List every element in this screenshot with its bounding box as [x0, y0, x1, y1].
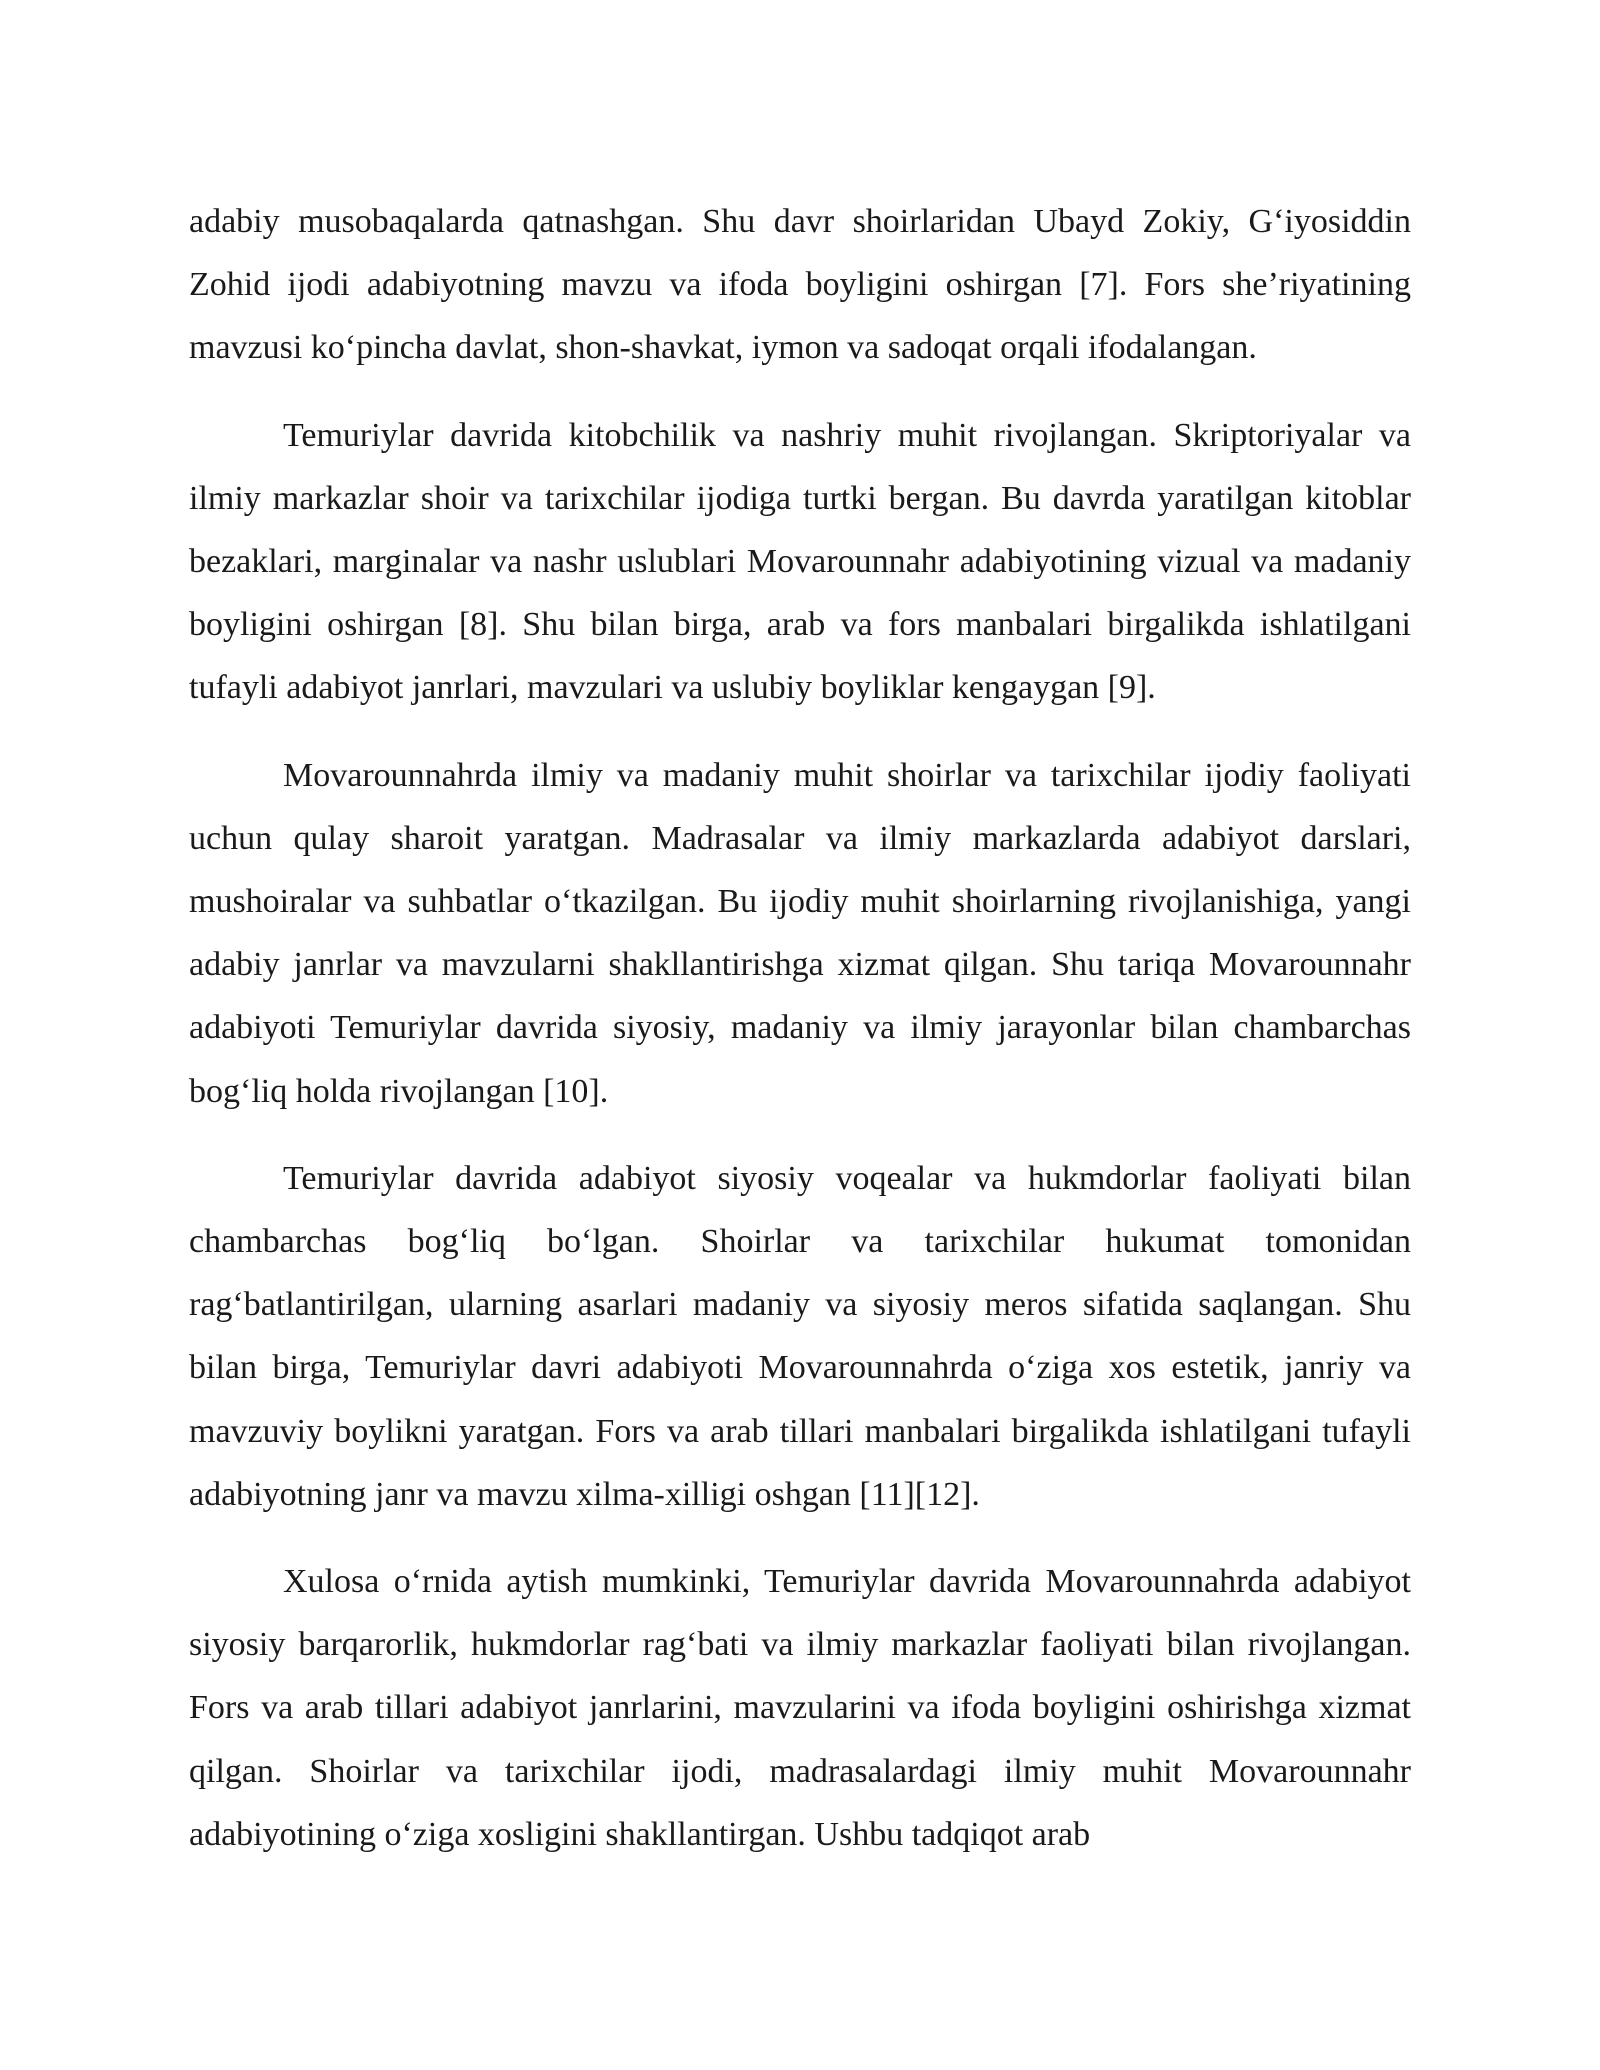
paragraph-3: Movarounnahrda ilmiy va madaniy muhit shoirlar va tarixchilar ijodiy faoliyati uchun qulay sharoit yaratgan. Madrasalar va ilmiy markazlarda adabiyot darslari, mushoiralar va suhbatlar o‘tkazilgan. Bu ijodiy muhit shoirlarning rivojlanishiga, yangi adabiy janrlar va mavzularni shakllantirishga xizmat qilgan. Shu tariqa Movarounnahr adabiyoti Temuriylar davrida siyosiy, madaniy va ilmiy jarayonlar bilan chambarchas bog‘liq holda rivojlangan [10]. [189, 756, 1411, 1110]
document-body [189, 190, 1411, 1890]
paragraph-2: Temuriylar davrida kitobchilik va nashriy muhit rivojlangan. Skriptoriyalar va ilmiy markazlar shoir va tarixchilar ijodiga turtki bergan. Bu davrda yaratilgan kitoblar bezaklari, marginalar va nashr uslublari Movarounnahr adabiyotining vizual va madaniy boyligini oshirgan [8]. Shu bilan birga, arab va fors manbalari birgalikda ishlatilgani tufayli adabiyot janrlari, mavzulari va uslubiy boyliklar kengaygan [9]. [189, 416, 1411, 707]
paragraph-4: Temuriylar davrida adabiyot siyosiy voqealar va hukmdorlar faoliyati bilan chambarchas bog‘liq bo‘lgan. Shoirlar va tarixchilar hukumat tomonidan rag‘batlantirilgan, ularning asarlari madaniy va siyosiy meros sifatida saqlangan. Shu bilan birga, Temuriylar davri adabiyoti Movarounnahrda o‘ziga xos estetik, janriy va mavzuviy boylikni yaratgan. Fors va arab tillari manbalari birgalikda ishlatilgani tufayli adabiyotning janr va mavzu xilma-xilligi oshgan [11][12]. [189, 1159, 1411, 1513]
paragraph-5: Xulosa o‘rnida aytish mumkinki, Temuriylar davrida Movarounnahrda adabiyot siyosiy barqarorlik, hukmdorlar rag‘bati va ilmiy markazlar faoliyati bilan rivojlangan. Fors va arab tillari adabiyot janrlarini, mavzularini va ifoda boyligini oshirishga xizmat qilgan. Shoirlar va tarixchilar ijodi, madrasalardagi ilmiy muhit Movarounnahr adabiyotining o‘ziga xosligini shakllantirgan. Ushbu tadqiqot arab [189, 1563, 1411, 1853]
paragraph-1: adabiy musobaqalarda qatnashgan. Shu davr shoirlaridan Ubayd Zokiy, G‘iyosiddin Zohid ijodi adabiyotning mavzu va ifoda boyligini oshirgan [7]. Fors she’riyatining mavzusi ko‘pincha davlat, shon-shavkat, iymon va sadoqat orqali ifodalangan. [189, 203, 1411, 367]
